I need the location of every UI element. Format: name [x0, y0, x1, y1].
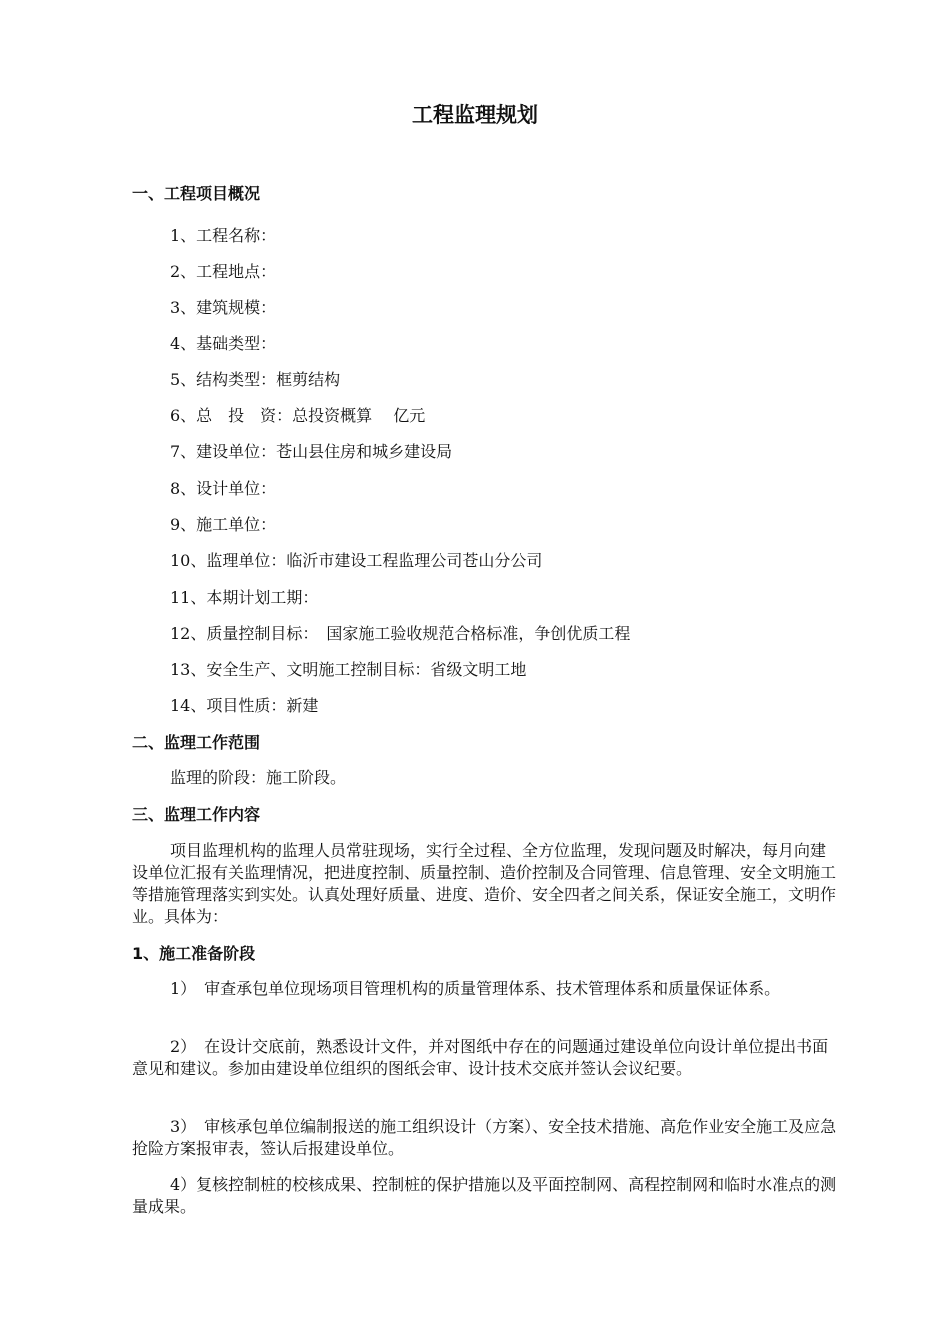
- document-title: 工程监理规划: [412, 103, 538, 127]
- overview-item-project-name: 1、工程名称：: [170, 226, 277, 245]
- scope-text: 监理的阶段：施工阶段。: [170, 768, 347, 787]
- overview-item-structure-type: 5、结构类型：框剪结构: [170, 370, 341, 389]
- overview-item-planned-duration: 11、本期计划工期：: [170, 588, 319, 607]
- preparation-paragraph-2: 2） 在设计交底前，熟悉设计文件，并对图纸中存在的问题通过建设单位向设计单位提出书面意见和建议。参加由建设单位组织的图纸会审、设计技术交底并签认会议纪要。: [132, 1037, 829, 1078]
- overview-item-design-unit: 8、设计单位：: [170, 479, 277, 498]
- overview-item-foundation-type: 4、基础类型：: [170, 334, 277, 353]
- overview-item-contractor: 9、施工单位：: [170, 515, 277, 534]
- section-heading-preparation-stage: 1、施工准备阶段: [132, 944, 256, 963]
- overview-item-total-investment: 6、总 投 资：总投资概算 亿元: [170, 406, 426, 425]
- section-heading-work-content: 三、监理工作内容: [132, 805, 261, 824]
- overview-item-project-nature: 14、项目性质：新建: [170, 696, 319, 715]
- preparation-paragraph-3: 3） 审核承包单位编制报送的施工组织设计（方案）、安全技术措施、高危作业安全施工及应急抢险方案报审表，签认后报建设单位。: [132, 1117, 837, 1158]
- overview-item-building-scale: 3、建筑规模：: [170, 298, 277, 317]
- overview-item-safety-target: 13、安全生产、文明施工控制目标：省级文明工地: [170, 660, 527, 679]
- preparation-paragraph-1: 1） 审查承包单位现场项目管理机构的质量管理体系、技术管理体系和质量保证体系。: [170, 979, 781, 998]
- work-content-paragraph: 项目监理机构的监理人员常驻现场，实行全过程、全方位监理，发现问题及时解决，每月向建设单位汇报有关监理情况，把进度控制、质量控制、造价控制及合同管理、信息管理、安全文明施工等措施管理落实到实处。认真处理好质量、进度、造价、安全四者之间关系，保证安全施工，文明作业。具体为：: [132, 841, 837, 926]
- overview-item-project-location: 2、工程地点：: [170, 262, 277, 281]
- section-heading-scope: 二、监理工作范围: [132, 733, 261, 752]
- overview-item-construction-owner: 7、建设单位：苍山县住房和城乡建设局: [170, 442, 453, 461]
- overview-item-supervision-unit: 10、监理单位：临沂市建设工程监理公司苍山分公司: [170, 551, 543, 570]
- preparation-paragraph-4: 4）复核控制桩的校核成果、控制桩的保护措施以及平面控制网、高程控制网和临时水准点的测量成果。: [132, 1175, 837, 1216]
- overview-item-quality-target: 12、质量控制目标： 国家施工验收规范合格标准，争创优质工程: [170, 624, 631, 643]
- section-heading-project-overview: 一、工程项目概况: [132, 184, 261, 203]
